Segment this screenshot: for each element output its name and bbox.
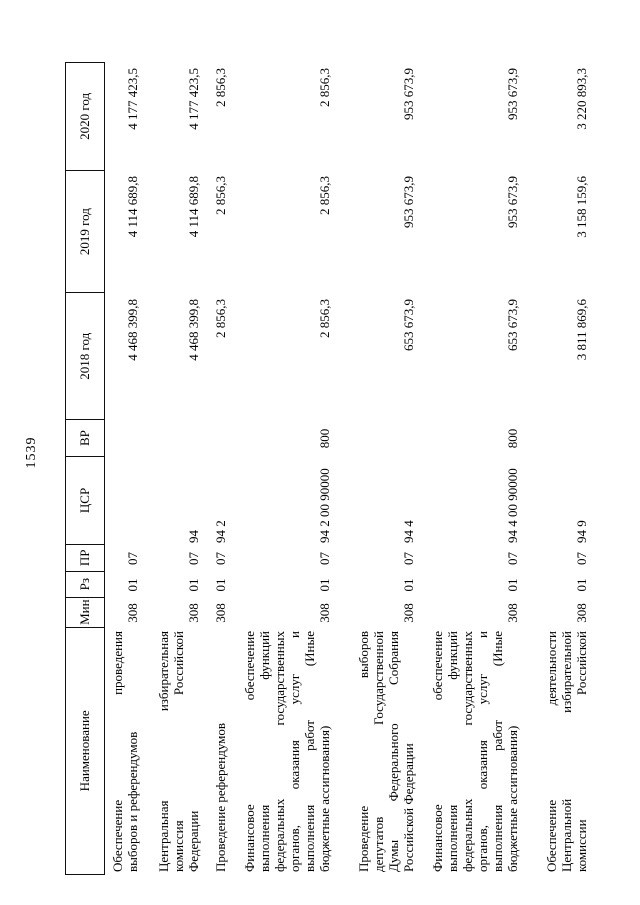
cell-csr: 94 4 00 90000 bbox=[505, 468, 520, 543]
name-word: Федерации bbox=[186, 810, 201, 872]
name-word: работ bbox=[490, 720, 505, 751]
cell-min: 308 bbox=[401, 603, 416, 623]
name-word: и bbox=[475, 631, 490, 638]
table-header-row bbox=[65, 62, 105, 875]
table-row bbox=[213, 62, 228, 875]
cell-rz: 01 bbox=[213, 578, 228, 592]
cell-pr: 07 bbox=[505, 552, 520, 565]
cell-vr: 800 bbox=[505, 428, 520, 449]
name-line bbox=[186, 631, 201, 872]
cell-y2019: 2 856,3 bbox=[317, 176, 332, 215]
header-vr: ВР bbox=[66, 420, 104, 457]
cell-rz: 01 bbox=[401, 578, 416, 592]
name-line bbox=[356, 631, 371, 872]
name-line bbox=[559, 631, 574, 872]
header-2019: 2019 год bbox=[66, 171, 104, 294]
cell-y2018: 4 468 399,8 bbox=[186, 299, 201, 361]
cell-y2020: 4 177 423,5 bbox=[186, 68, 201, 130]
header-name: Наименование bbox=[77, 710, 92, 792]
cell-y2019: 953 673,9 bbox=[505, 176, 520, 228]
cell-name bbox=[110, 628, 140, 875]
name-word: Федерального bbox=[386, 723, 401, 802]
name-word: государственных bbox=[460, 631, 475, 726]
cell-pr: 07 bbox=[317, 552, 332, 565]
name-word: (Иные bbox=[302, 631, 317, 667]
name-word: работ bbox=[302, 720, 317, 751]
name-line bbox=[242, 631, 257, 872]
name-word: деятельности bbox=[544, 631, 559, 706]
cell-y2018: 4 468 399,8 bbox=[125, 299, 140, 361]
cell-csr: 94 bbox=[186, 530, 201, 543]
name-word: обеспечение bbox=[430, 631, 445, 701]
cell-min: 308 bbox=[317, 603, 332, 623]
name-line bbox=[302, 631, 317, 872]
name-line bbox=[544, 631, 559, 872]
cell-y2020: 953 673,9 bbox=[505, 68, 520, 120]
cell-y2020: 2 856,3 bbox=[213, 68, 228, 107]
header-rz: Рз bbox=[66, 572, 104, 598]
name-word: Российской bbox=[574, 631, 589, 696]
name-word: Проведение bbox=[356, 805, 371, 872]
name-word: выполнения bbox=[490, 804, 505, 872]
cell-y2019: 3 158 159,6 bbox=[574, 176, 589, 238]
name-word: депутатов bbox=[371, 816, 386, 872]
name-word: Думы bbox=[386, 839, 401, 872]
cell-vr: 800 bbox=[317, 428, 332, 449]
name-word: Российской bbox=[171, 631, 186, 696]
table-row bbox=[356, 62, 416, 875]
table-row bbox=[544, 62, 589, 875]
table-row bbox=[110, 62, 140, 875]
name-word: Центральная bbox=[156, 800, 171, 872]
name-line bbox=[156, 631, 171, 872]
name-line bbox=[171, 631, 186, 872]
name-word: и bbox=[287, 631, 302, 638]
header-pr: ПР bbox=[66, 545, 104, 572]
cell-name bbox=[544, 628, 589, 875]
name-line bbox=[317, 631, 332, 872]
name-word: услуг bbox=[475, 673, 490, 705]
name-word: органов, bbox=[475, 825, 490, 872]
name-line bbox=[490, 631, 505, 872]
name-word: проведения bbox=[110, 631, 125, 695]
cell-y2019: 953 673,9 bbox=[401, 176, 416, 228]
cell-pr: 07 bbox=[401, 552, 416, 565]
header-2020: 2020 год bbox=[66, 63, 104, 171]
name-line bbox=[272, 631, 287, 872]
cell-name bbox=[213, 628, 228, 875]
cell-y2019: 4 114 689,8 bbox=[186, 176, 201, 238]
table-row bbox=[242, 62, 332, 875]
budget-table bbox=[65, 62, 589, 875]
cell-pr: 07 bbox=[574, 552, 589, 565]
name-word: Проведение референдумов bbox=[213, 722, 228, 872]
name-word: обеспечение bbox=[242, 631, 257, 701]
name-word: бюджетные ассигнования) bbox=[505, 725, 520, 872]
table-body bbox=[110, 62, 589, 875]
name-word: комиссии bbox=[574, 819, 589, 872]
name-line bbox=[125, 631, 140, 872]
cell-y2018: 653 673,9 bbox=[505, 299, 520, 351]
name-line bbox=[475, 631, 490, 872]
name-line bbox=[430, 631, 445, 872]
name-word: (Иные bbox=[490, 631, 505, 667]
cell-y2020: 953 673,9 bbox=[401, 68, 416, 120]
name-word: федеральных bbox=[272, 798, 287, 872]
name-word: бюджетные ассигнования) bbox=[317, 725, 332, 872]
cell-min: 308 bbox=[574, 603, 589, 623]
name-line bbox=[401, 631, 416, 872]
name-word: выборов bbox=[356, 631, 371, 679]
name-word: Обеспечение bbox=[544, 799, 559, 872]
cell-name bbox=[356, 628, 416, 875]
cell-y2018: 2 856,3 bbox=[317, 299, 332, 338]
cell-min: 308 bbox=[125, 603, 140, 623]
header-2018: 2018 год bbox=[66, 293, 104, 420]
cell-csr: 94 9 bbox=[574, 520, 589, 543]
cell-name bbox=[156, 628, 201, 875]
cell-y2018: 3 811 869,6 bbox=[574, 299, 589, 361]
name-line bbox=[213, 631, 228, 872]
cell-pr: 07 bbox=[213, 552, 228, 565]
page-number: 1539 bbox=[24, 436, 39, 469]
name-word: выполнения bbox=[257, 804, 272, 872]
table-row bbox=[156, 62, 201, 875]
cell-y2020: 4 177 423,5 bbox=[125, 68, 140, 130]
cell-y2020: 3 220 893,3 bbox=[574, 68, 589, 130]
name-word: Обеспечение bbox=[110, 799, 125, 872]
name-word: оказания bbox=[287, 740, 302, 790]
cell-min: 308 bbox=[213, 603, 228, 623]
name-word: избирательной bbox=[559, 631, 574, 713]
cell-y2019: 4 114 689,8 bbox=[125, 176, 140, 238]
name-word: избирательная bbox=[156, 631, 171, 712]
cell-y2019: 2 856,3 bbox=[213, 176, 228, 215]
name-line bbox=[110, 631, 125, 872]
name-word: услуг bbox=[287, 673, 302, 705]
cell-pr: 07 bbox=[125, 552, 140, 565]
cell-rz: 01 bbox=[186, 578, 201, 592]
name-word: комиссия bbox=[171, 820, 186, 872]
cell-name bbox=[430, 628, 520, 875]
cell-y2018: 653 673,9 bbox=[401, 299, 416, 351]
name-line bbox=[460, 631, 475, 872]
name-word: федеральных bbox=[460, 798, 475, 872]
name-word: Российской Федерации bbox=[401, 743, 416, 872]
name-word: Центральной bbox=[559, 798, 574, 872]
name-line bbox=[257, 631, 272, 872]
name-word: функций bbox=[257, 631, 272, 680]
name-word: Финансовое bbox=[242, 804, 257, 872]
name-line bbox=[371, 631, 386, 872]
name-word: органов, bbox=[287, 825, 302, 872]
cell-y2018: 2 856,3 bbox=[213, 299, 228, 338]
header-csr: ЦСР bbox=[66, 457, 104, 545]
name-line bbox=[287, 631, 302, 872]
cell-min: 308 bbox=[186, 603, 201, 623]
name-word: выполнения bbox=[445, 804, 460, 872]
name-line bbox=[445, 631, 460, 872]
name-word: Финансовое bbox=[430, 804, 445, 872]
name-word: выборов и референдумов bbox=[125, 731, 140, 872]
cell-rz: 01 bbox=[317, 578, 332, 592]
cell-rz: 01 bbox=[505, 578, 520, 592]
name-word: Собрания bbox=[386, 631, 401, 685]
table-row bbox=[430, 62, 520, 875]
name-word: выполнения bbox=[302, 804, 317, 872]
cell-csr: 94 2 bbox=[213, 520, 228, 543]
name-word: Государственной bbox=[371, 631, 386, 726]
name-word: оказания bbox=[475, 740, 490, 790]
cell-csr: 94 4 bbox=[401, 520, 416, 543]
name-line bbox=[505, 631, 520, 872]
name-line bbox=[386, 631, 401, 872]
cell-rz: 01 bbox=[574, 578, 589, 592]
cell-pr: 07 bbox=[186, 552, 201, 565]
header-min: Мин bbox=[66, 598, 104, 628]
name-word: государственных bbox=[272, 631, 287, 726]
name-line bbox=[574, 631, 589, 872]
cell-min: 308 bbox=[505, 603, 520, 623]
cell-y2020: 2 856,3 bbox=[317, 68, 332, 107]
name-word: функций bbox=[445, 631, 460, 680]
cell-rz: 01 bbox=[125, 578, 140, 592]
cell-name bbox=[242, 628, 332, 875]
cell-csr: 94 2 00 90000 bbox=[317, 468, 332, 543]
